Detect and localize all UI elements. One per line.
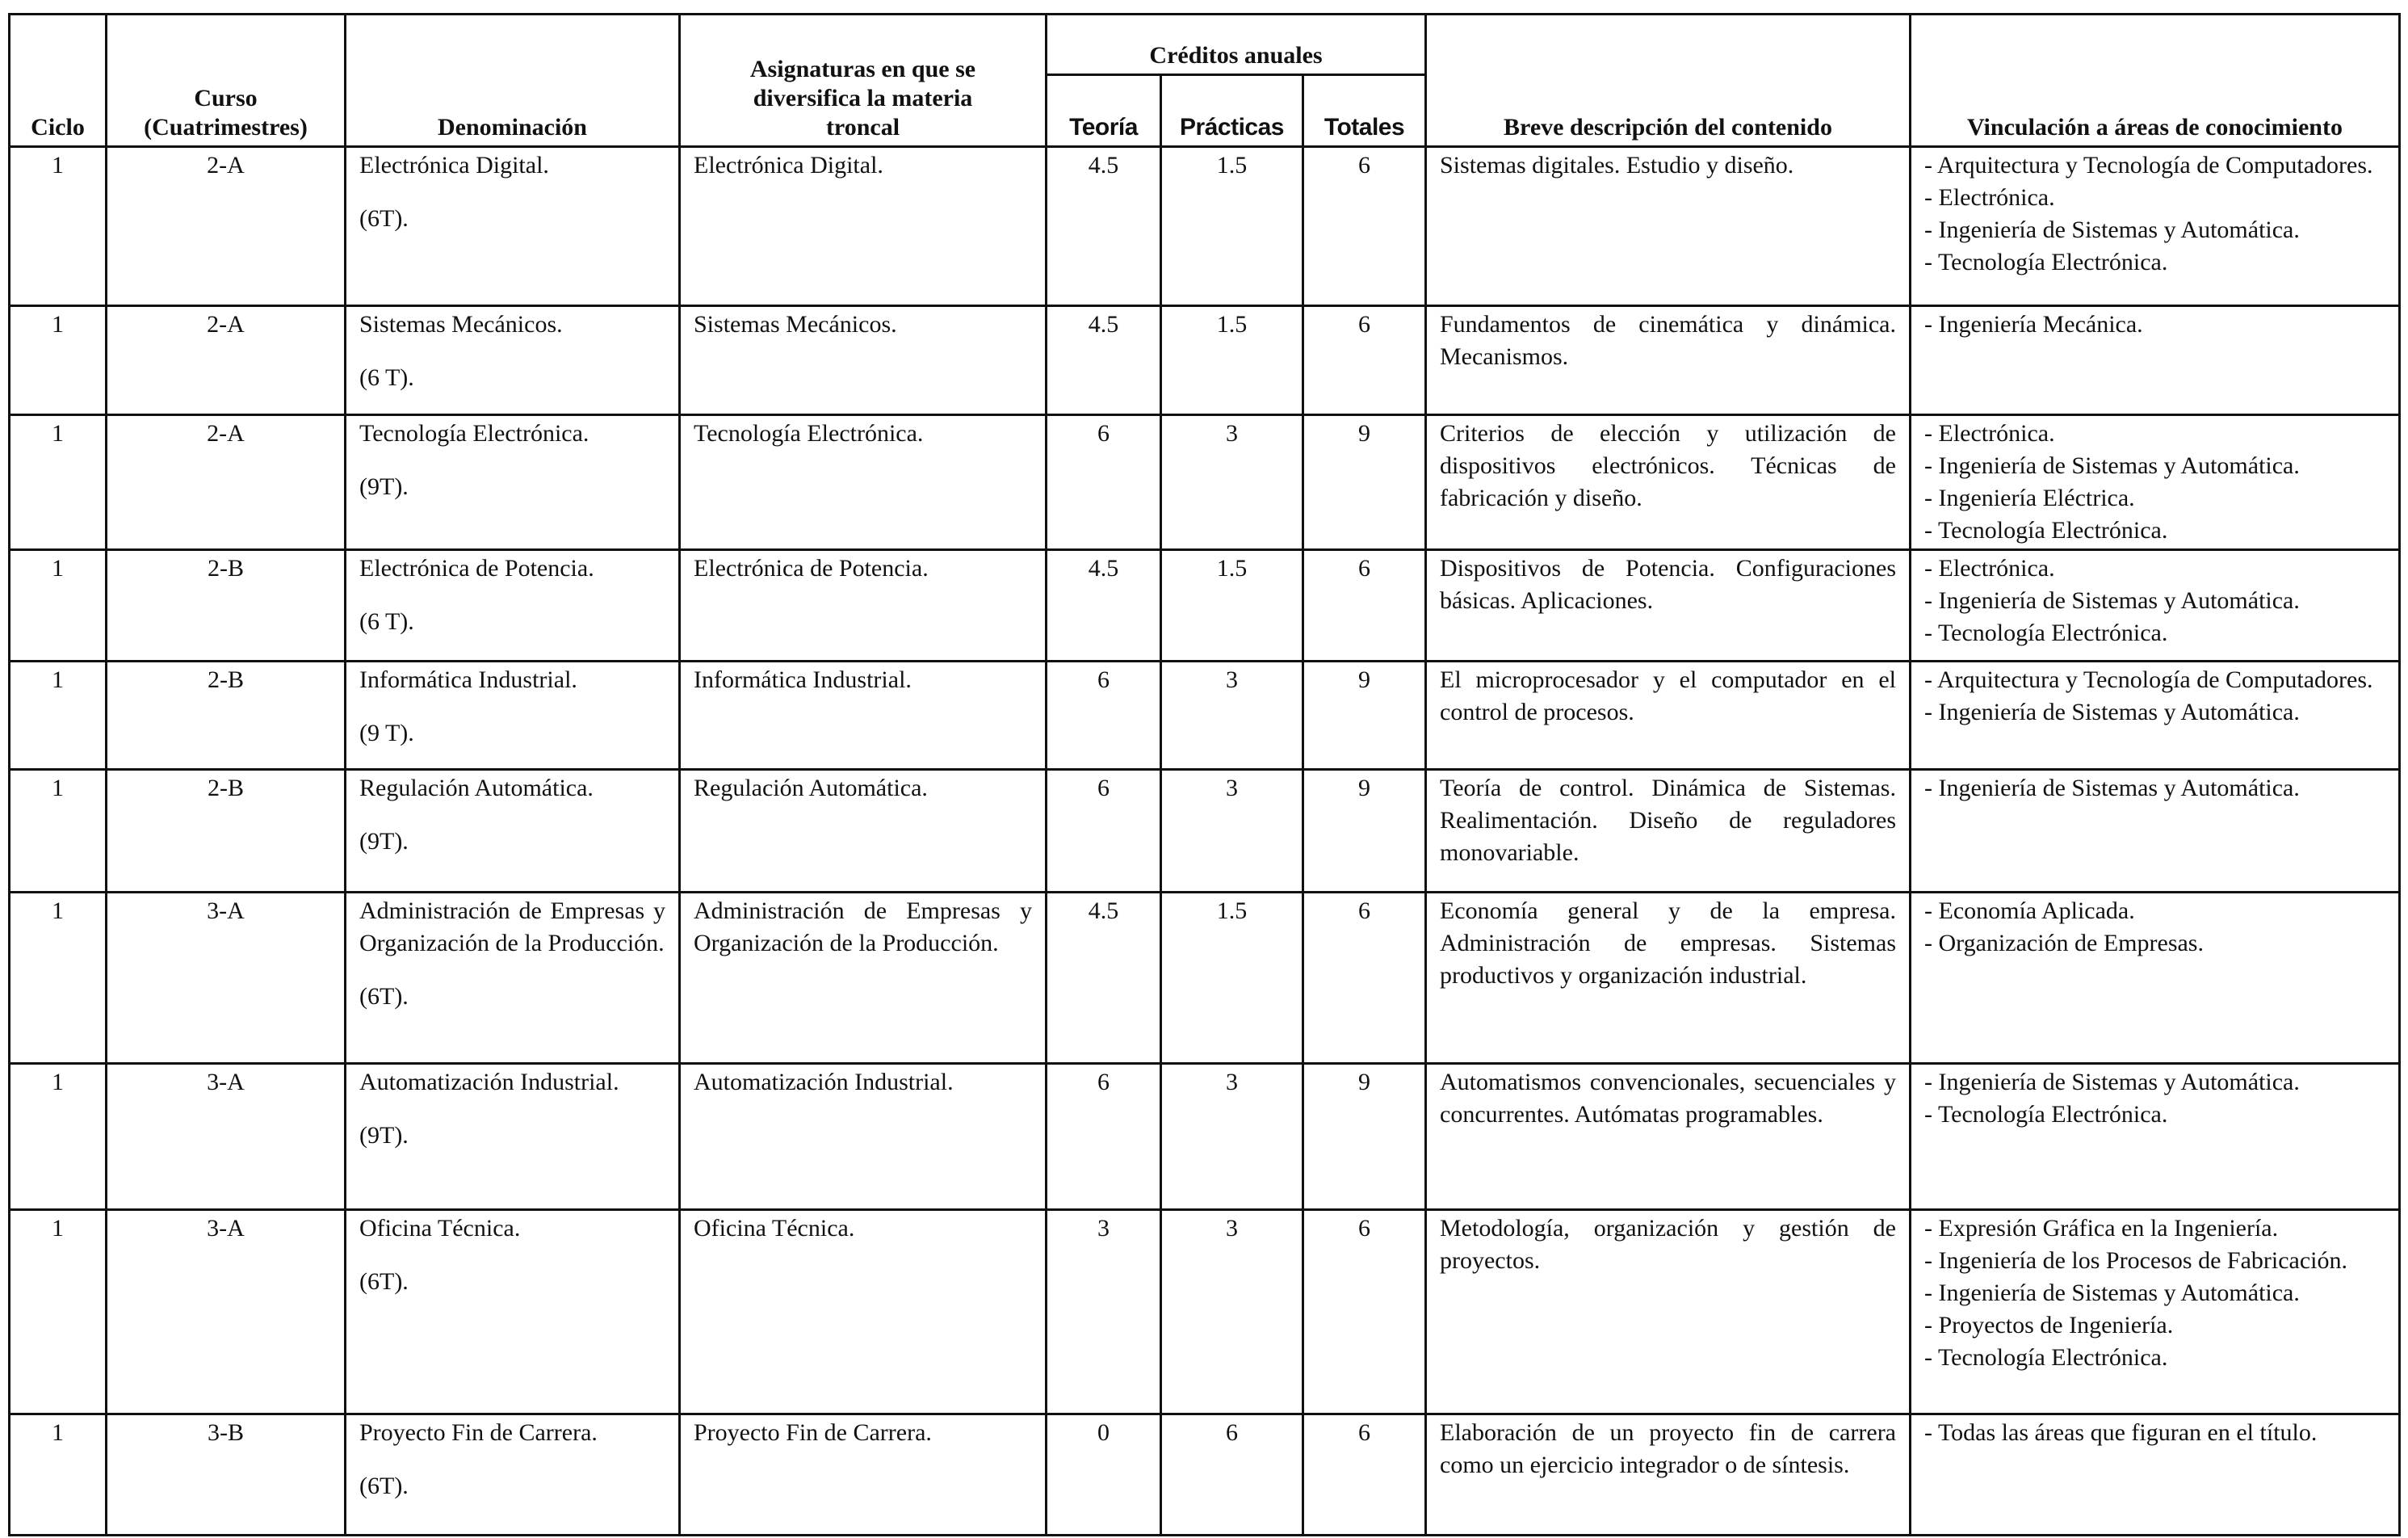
cell-practicas: 3 [1161,770,1303,893]
cell-ciclo: 1 [10,306,107,415]
header-ciclo: Ciclo [10,15,107,147]
header-practicas: Prácticas [1161,75,1303,147]
cell-curso: 2-A [107,415,346,550]
area-item: - Ingeniería de Sistemas y Automática. [1924,587,2300,614]
table-row [10,306,2400,415]
cell-totales: 6 [1303,147,1426,306]
cell-asignatura: Sistemas Mecánicos. [680,306,1047,415]
cell-areas [1911,1414,2400,1536]
cell-totales: 6 [1303,550,1426,662]
cell-denominacion [346,662,680,770]
cell-areas [1911,306,2400,415]
cell-denominacion [346,893,680,1064]
cell-ciclo: 1 [10,1414,107,1536]
cell-ciclo: 1 [10,662,107,770]
area-item: - Ingeniería Eléctrica. [1924,485,2135,511]
denominacion-text: Regulación Automática. [359,775,594,801]
cell-totales: 9 [1303,662,1426,770]
cell-asignatura: Electrónica Digital. [680,147,1047,306]
area-item: - Ingeniería de Sistemas y Automática. [1924,775,2300,801]
codigo-text: (6T). [359,1268,409,1295]
cell-descripcion: Elaboración de un proyecto fin de carrera como un ejercicio integrador o de síntesis. [1426,1414,1911,1536]
cell-descripcion: Dispositivos de Potencia. Configuraciones básicas. Aplicaciones. [1426,550,1911,662]
area-item: - Ingeniería de Sistemas y Automática. [1924,452,2300,479]
codigo-text: (9 T). [359,720,414,746]
cell-teoria: 6 [1047,770,1161,893]
table-row [10,1414,2400,1536]
table-row [10,415,2400,550]
table-row [10,662,2400,770]
cell-descripcion: Criterios de elección y utilización de dispositivos electrónicos. Técnicas de fabricación y diseño. [1426,415,1911,550]
cell-practicas: 1.5 [1161,306,1303,415]
cell-practicas: 1.5 [1161,893,1303,1064]
codigo-text: (9T). [359,1122,409,1149]
cell-curso: 3-B [107,1414,346,1536]
area-item: - Economía Aplicada. [1924,897,2135,924]
cell-totales: 6 [1303,1414,1426,1536]
header-totales: Totales [1303,75,1426,147]
area-item: - Ingeniería de Sistemas y Automática. [1924,1069,2300,1095]
cell-asignatura: Administración de Empresas y Organización de la Producción. [680,893,1047,1064]
cell-ciclo: 1 [10,147,107,306]
cell-asignatura: Electrónica de Potencia. [680,550,1047,662]
cell-ciclo: 1 [10,1210,107,1414]
cell-teoria: 4.5 [1047,147,1161,306]
area-item: - Expresión Gráfica en la Ingeniería. [1924,1215,2279,1242]
cell-asignatura: Oficina Técnica. [680,1210,1047,1414]
area-item: - Tecnología Electrónica. [1924,1344,2168,1371]
cell-curso: 2-A [107,147,346,306]
cell-practicas: 3 [1161,1064,1303,1210]
codigo-text: (6T). [359,983,409,1010]
denominacion-text: Administración de Empresas y Organización de la Producción. [359,897,665,956]
codigo-text: (9T). [359,828,409,855]
cell-asignatura: Proyecto Fin de Carrera. [680,1414,1047,1536]
cell-curso: 2-B [107,770,346,893]
header-row-1 [10,15,2400,75]
header-vinculacion: Vinculación a áreas de conocimiento [1911,15,2400,147]
codigo-text: (6T). [359,1473,409,1499]
cell-totales: 6 [1303,893,1426,1064]
header-asignaturas-line-1: Asignaturas en que se [749,56,976,82]
header-curso-line-2: (Cuatrimestres) [144,114,308,141]
cell-areas [1911,893,2400,1064]
cell-ciclo: 1 [10,770,107,893]
cell-totales: 9 [1303,770,1426,893]
cell-areas [1911,1064,2400,1210]
cell-areas [1911,147,2400,306]
cell-descripcion: Automatismos convencionales, secuenciales y concurrentes. Autómatas programables. [1426,1064,1911,1210]
cell-practicas: 6 [1161,1414,1303,1536]
cell-descripcion: Fundamentos de cinemática y dinámica. Mecanismos. [1426,306,1911,415]
cell-asignatura: Regulación Automática. [680,770,1047,893]
header-asignaturas [680,15,1047,147]
cell-areas [1911,1210,2400,1414]
table-row [10,1064,2400,1210]
cell-curso: 3-A [107,1210,346,1414]
area-item: - Tecnología Electrónica. [1924,517,2168,544]
cell-denominacion [346,1064,680,1210]
table-row [10,147,2400,306]
cell-practicas: 3 [1161,1210,1303,1414]
cell-totales: 9 [1303,1064,1426,1210]
cell-curso: 3-A [107,893,346,1064]
area-item: - Arquitectura y Tecnología de Computadores. [1924,152,2373,179]
cell-denominacion [346,1414,680,1536]
denominacion-text: Tecnología Electrónica. [359,420,589,447]
denominacion-text: Informática Industrial. [359,666,577,693]
cell-areas [1911,415,2400,550]
header-curso-line-1: Curso [194,85,258,111]
denominacion-text: Electrónica Digital. [359,152,549,179]
area-item: - Electrónica. [1924,555,2055,582]
cell-practicas: 3 [1161,662,1303,770]
cell-teoria: 6 [1047,662,1161,770]
cell-descripcion: El microprocesador y el computador en el control de procesos. [1426,662,1911,770]
cell-teoria: 4.5 [1047,550,1161,662]
area-item: - Electrónica. [1924,420,2055,447]
cell-practicas: 1.5 [1161,550,1303,662]
cell-denominacion [346,770,680,893]
area-item: - Tecnología Electrónica. [1924,249,2168,275]
cell-areas [1911,770,2400,893]
codigo-text: (6T). [359,205,409,232]
cell-curso: 2-B [107,662,346,770]
cell-practicas: 3 [1161,415,1303,550]
table-row [10,893,2400,1064]
area-item: - Tecnología Electrónica. [1924,620,2168,646]
denominacion-text: Automatización Industrial. [359,1069,619,1095]
area-item: - Tecnología Electrónica. [1924,1101,2168,1128]
codigo-text: (9T). [359,473,409,500]
area-item: - Proyectos de Ingeniería. [1924,1312,2174,1338]
cell-totales: 6 [1303,306,1426,415]
cell-totales: 6 [1303,1210,1426,1414]
cell-asignatura: Tecnología Electrónica. [680,415,1047,550]
cell-curso: 3-A [107,1064,346,1210]
cell-descripcion: Sistemas digitales. Estudio y diseño. [1426,147,1911,306]
cell-teoria: 3 [1047,1210,1161,1414]
area-item: - Ingeniería de Sistemas y Automática. [1924,1280,2300,1306]
cell-denominacion [346,306,680,415]
header-teoria: Teoría [1047,75,1161,147]
curriculum-table [8,13,2401,1536]
codigo-text: (6 T). [359,364,414,391]
header-curso [107,15,346,147]
area-item: - Organización de Empresas. [1924,930,2204,956]
header-asignaturas-line-2: diversifica la materia [753,85,973,111]
cell-teoria: 6 [1047,415,1161,550]
cell-ciclo: 1 [10,893,107,1064]
cell-teoria: 0 [1047,1414,1161,1536]
cell-curso: 2-B [107,550,346,662]
area-item: - Ingeniería de los Procesos de Fabricación. [1924,1247,2347,1274]
area-item: - Electrónica. [1924,184,2055,211]
cell-asignatura: Automatización Industrial. [680,1064,1047,1210]
area-item: - Todas las áreas que figuran en el título. [1924,1419,2318,1446]
table-row [10,550,2400,662]
area-item: - Ingeniería de Sistemas y Automática. [1924,699,2300,725]
cell-descripcion: Teoría de control. Dinámica de Sistemas. Realimentación. Diseño de reguladores monovariable. [1426,770,1911,893]
header-descripcion: Breve descripción del contenido [1426,15,1911,147]
cell-denominacion [346,1210,680,1414]
area-item: - Ingeniería de Sistemas y Automática. [1924,216,2300,243]
cell-teoria: 4.5 [1047,893,1161,1064]
cell-curso: 2-A [107,306,346,415]
header-creditos-anuales: Créditos anuales [1047,15,1426,75]
table-body [10,147,2400,1536]
header-asignaturas-line-3: troncal [825,114,900,141]
denominacion-text: Sistemas Mecánicos. [359,311,563,338]
cell-teoria: 4.5 [1047,306,1161,415]
denominacion-text: Proyecto Fin de Carrera. [359,1419,598,1446]
denominacion-text: Oficina Técnica. [359,1215,521,1242]
cell-practicas: 1.5 [1161,147,1303,306]
area-item: - Ingeniería Mecánica. [1924,311,2143,338]
cell-denominacion [346,415,680,550]
cell-areas [1911,662,2400,770]
header-denominacion: Denominación [346,15,680,147]
area-item: - Arquitectura y Tecnología de Computadores. [1924,666,2373,693]
cell-asignatura: Informática Industrial. [680,662,1047,770]
cell-denominacion [346,147,680,306]
codigo-text: (6 T). [359,608,414,635]
cell-totales: 9 [1303,415,1426,550]
table-row [10,770,2400,893]
cell-areas [1911,550,2400,662]
table-row [10,1210,2400,1414]
cell-teoria: 6 [1047,1064,1161,1210]
cell-ciclo: 1 [10,550,107,662]
cell-descripcion: Metodología, organización y gestión de proyectos. [1426,1210,1911,1414]
cell-descripcion: Economía general y de la empresa. Administración de empresas. Sistemas productivos y organización industrial. [1426,893,1911,1064]
cell-ciclo: 1 [10,1064,107,1210]
cell-denominacion [346,550,680,662]
denominacion-text: Electrónica de Potencia. [359,555,594,582]
cell-ciclo: 1 [10,415,107,550]
